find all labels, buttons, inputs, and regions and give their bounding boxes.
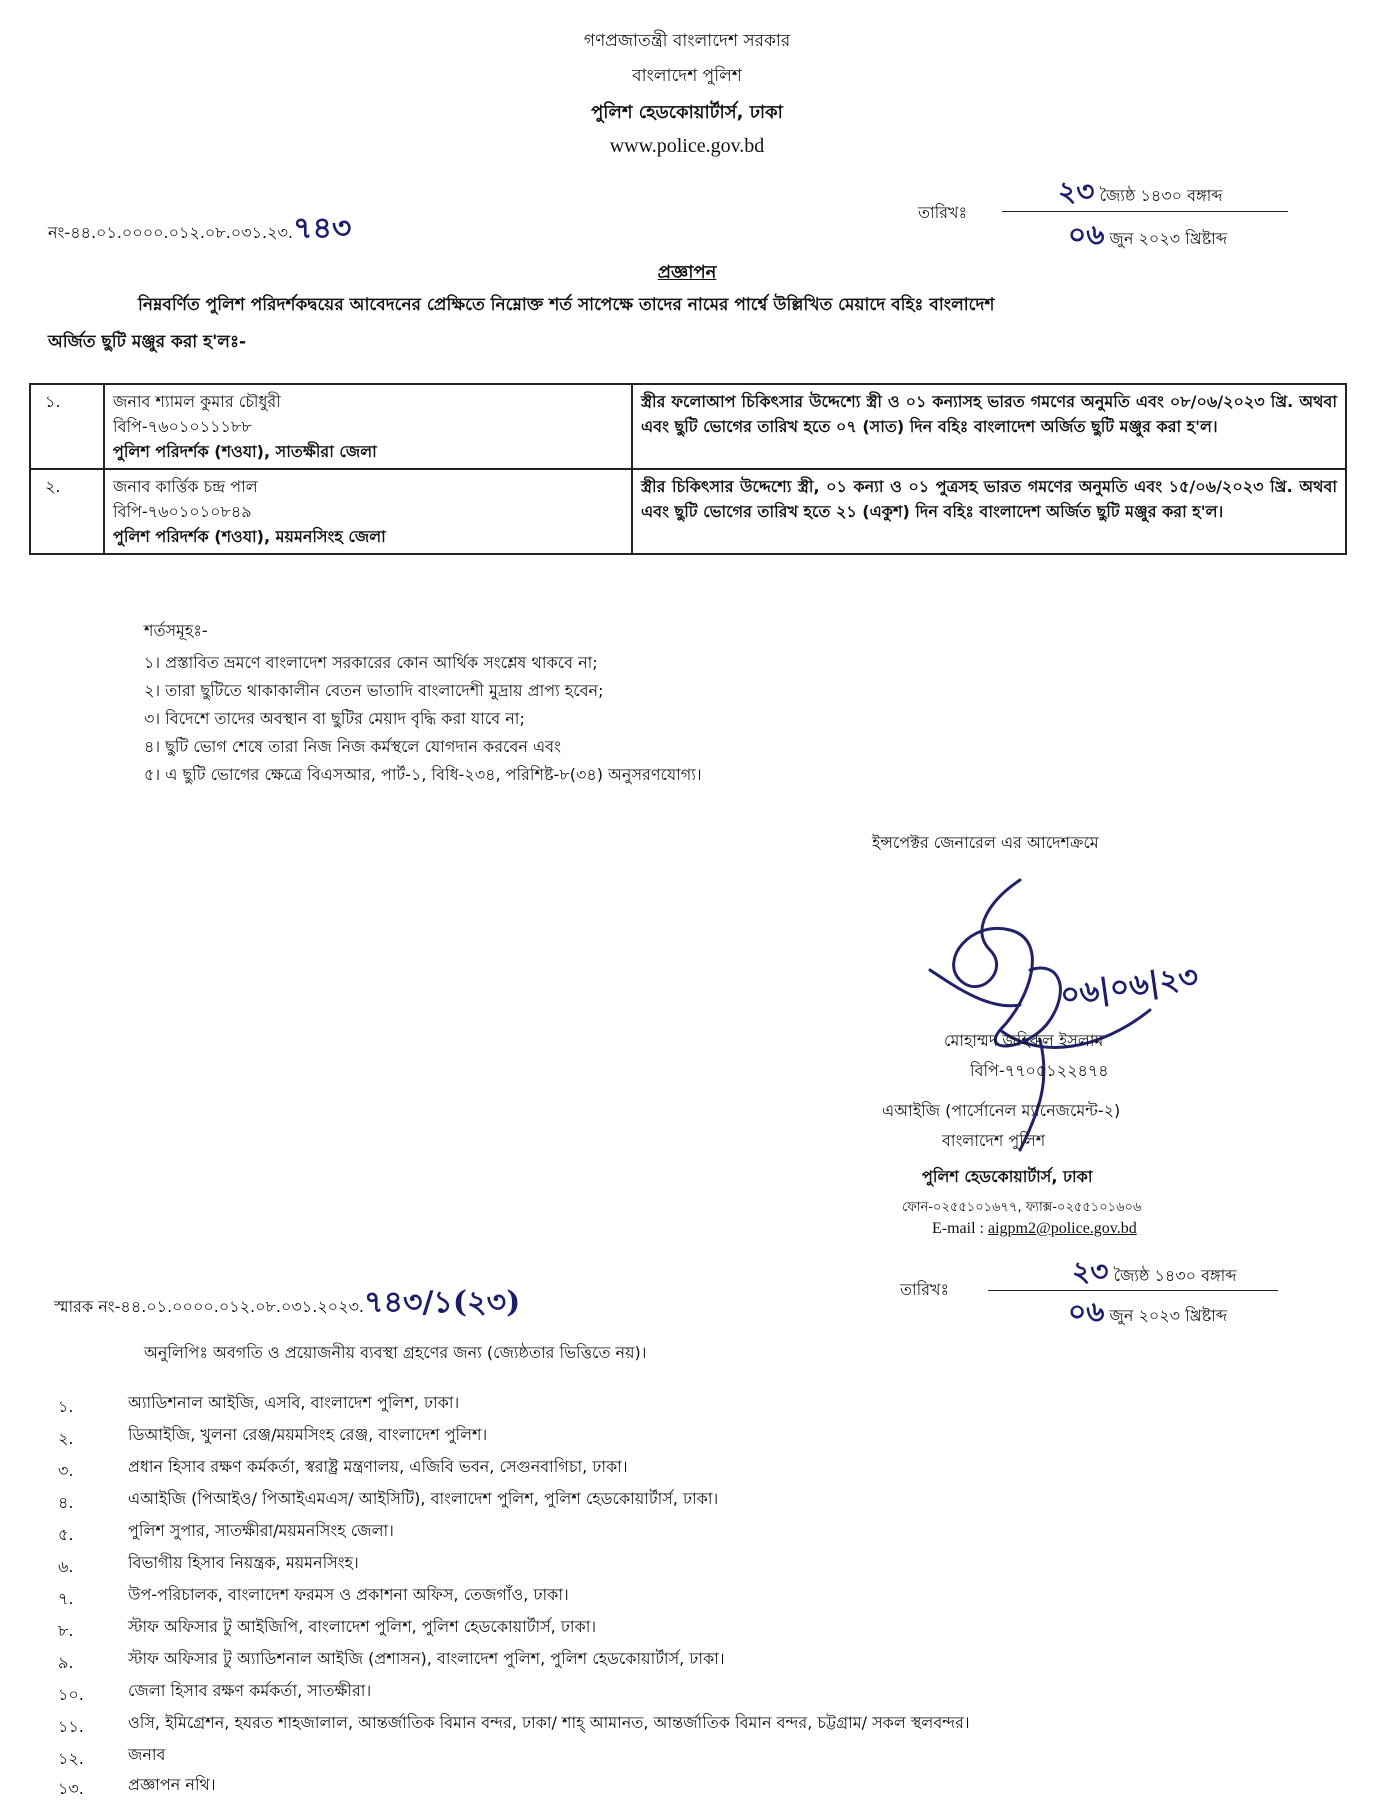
signature-date: ০৬|০৬|২৩ bbox=[1058, 959, 1201, 1014]
office-name: পুলিশ হেডকোয়ার্টার্স, ঢাকা bbox=[591, 102, 783, 123]
copy-number: ১২. bbox=[58, 1749, 84, 1768]
copy-recipient: স্টাফ অফিসার টু অ্যাডিশনাল আইজি (প্রশাসন), বাংলাদেশ পুলিশ, পুলিশ হেডকোয়ার্টার্স, ঢাকা। bbox=[128, 1649, 725, 1668]
date-english: ০৬ জুন ২০২৩ খ্রিষ্টাব্দ bbox=[1068, 218, 1228, 251]
copy-recipient: বিভাগীয় হিসাব নিয়ন্ত্রক, ময়মনসিংহ। bbox=[128, 1553, 359, 1572]
signer-office: পুলিশ হেডকোয়ার্টার্স, ঢাকা bbox=[922, 1167, 1093, 1186]
copy-recipient: জনাব bbox=[128, 1745, 166, 1764]
copy-recipient: উপ-পরিচালক, বাংলাদেশ ফরমস ও প্রকাশনা অফিস, তেজগাঁও, ঢাকা। bbox=[128, 1585, 569, 1604]
govt-name: গণপ্রজাতন্ত্রী বাংলাদেশ সরকার bbox=[583, 31, 791, 51]
copy-number: ২. bbox=[58, 1429, 74, 1448]
copy-number: ৯. bbox=[58, 1653, 74, 1672]
officer-cell bbox=[104, 469, 632, 554]
org-name: বাংলাদেশ পুলিশ bbox=[632, 66, 742, 86]
copy-recipient: স্টাফ অফিসার টু আইজিপি, বাংলাদেশ পুলিশ, পুলিশ হেডকোয়ার্টার্স, ঢাকা। bbox=[128, 1617, 597, 1636]
copy-number: ১. bbox=[58, 1397, 74, 1416]
officer-cell bbox=[104, 384, 632, 469]
condition-item: ২। তারা ছুটিতে থাকাকালীন বেতন ভাতাদি বাংলাদেশী মুদ্রায় প্রাপ্য হবেন; bbox=[144, 681, 604, 700]
handwritten-memo-number: ৭৪৩/১(২৩) bbox=[363, 1285, 521, 1320]
officers-table bbox=[29, 383, 1347, 555]
intro-line-2: অর্জিত ছুটি মঞ্জুর করা হ'লঃ- bbox=[48, 332, 247, 352]
table-row bbox=[30, 469, 1346, 554]
reference-number: নং-৪৪.০১.০০০০.০১২.০৮.০৩১.২৩.৭৪৩ bbox=[48, 211, 352, 246]
officer-name: জনাব শ্যামল কুমার চৌধুরী bbox=[113, 392, 281, 411]
officer-bp: বিপি-৭৬০১০১১১৮৮ bbox=[113, 417, 252, 436]
copy-recipient: অ্যাডিশনাল আইজি, এসবি, বাংলাদেশ পুলিশ, ঢাকা। bbox=[128, 1393, 460, 1412]
copy-recipient: ওসি, ইমিগ্রেশন, হযরত শাহজালাল, আন্তর্জাতিক বিমান বন্দর, ঢাকা/ শাহ্ আমানত, আন্তর্জাতিক বিমান বন্দর, চট্টগ্রাম/ সকল স্থলবন্দর। bbox=[128, 1713, 970, 1732]
copy-intro: অনুলিপিঃ অবগতি ও প্রয়োজনীয় ব্যবস্থা গ্রহণের জন্য (জ্যেষ্ঠতার ভিত্তিতে নয়)। bbox=[144, 1343, 647, 1362]
serial-cell: ২. bbox=[30, 469, 104, 554]
signer-name: মোহাম্মদ জহিরুল ইসলাম bbox=[944, 1031, 1104, 1050]
handwritten-ref-number: ৭৪৩ bbox=[292, 211, 352, 246]
date-divider bbox=[1002, 211, 1288, 212]
email-line: E-mail : aigpm2@police.gov.bd bbox=[932, 1220, 1137, 1237]
date-label: তারিখঃ bbox=[918, 203, 968, 222]
serial-cell: ১. bbox=[30, 384, 104, 469]
handwritten-day: ০৬ bbox=[1068, 218, 1105, 251]
signer-org: বাংলাদেশ পুলিশ bbox=[942, 1131, 1046, 1150]
copy-number: ১৩. bbox=[58, 1779, 84, 1798]
copy-number: ৪. bbox=[58, 1493, 74, 1512]
phone-fax: ফোন-০২৫৫১০১৬৭৭, ফ্যাক্স-০২৫৫১০১৬০৬ bbox=[902, 1200, 1142, 1215]
handwritten-day: ২৩ bbox=[1072, 1255, 1109, 1288]
condition-item: ৫। এ ছুটি ভোগের ক্ষেত্রে বিএসআর, পার্ট-১, বিধি-২৩৪, পরিশিষ্ট-৮(৩৪) অনুসরণযোগ্য। bbox=[144, 765, 702, 784]
copy-number: ৭. bbox=[58, 1589, 74, 1608]
handwritten-day: ০৬ bbox=[1068, 1295, 1105, 1328]
copy-number: ১১. bbox=[58, 1717, 84, 1736]
copy-recipient: জেলা হিসাব রক্ষণ কর্মকর্তা, সাতক্ষীরা। bbox=[128, 1681, 372, 1700]
condition-item: ৩। বিদেশে তাদের অবস্থান বা ছুটির মেয়াদ বৃদ্ধি করা যাবে না; bbox=[144, 709, 525, 728]
officer-post: পুলিশ পরিদর্শক (শওযা), ময়মনসিংহ জেলা bbox=[113, 527, 386, 546]
copy-number: ১০. bbox=[58, 1685, 84, 1704]
memo-date-label: তারিখঃ bbox=[900, 1280, 950, 1299]
officer-post: পুলিশ পরিদর্শক (শওযা), সাতক্ষীরা জেলা bbox=[113, 442, 377, 461]
condition-item: ৪। ছুটি ভোগ শেষে তারা নিজ নিজ কর্মস্থলে যোগদান করবেন এবং bbox=[144, 737, 561, 756]
website-link[interactable]: www.police.gov.bd bbox=[609, 135, 765, 157]
leave-details: স্ত্রীর চিকিৎসার উদ্দেশ্যে স্ত্রী, ০১ কন্যা ও ০১ পুত্রসহ ভারত গমণের অনুমতি এবং ১৫/০৬/২০২৩ খ্রি. অথবা এবং ছুটি ভোগের তারিখ হতে ২১ (একুশ) দিন বহিঃ বাংলাদেশ অর্জিত ছুটি মঞ্জুর করা হ'ল। bbox=[632, 469, 1346, 554]
leave-details: স্ত্রীর ফলোআপ চিকিৎসার উদ্দেশ্যে স্ত্রী ও ০১ কন্যাসহ ভারত গমণের অনুমতি এবং ০৮/০৬/২০২৩ খ্রি. অথবা এবং ছুটি ভোগের তারিখ হতে ০৭ (সাত) দিন বহিঃ বাংলাদেশ অর্জিত ছুটি মঞ্জুর করা হ'ল। bbox=[632, 384, 1346, 469]
officer-name: জনাব কার্ত্তিক চন্দ্র পাল bbox=[113, 477, 258, 496]
email-link[interactable]: aigpm2@police.gov.bd bbox=[987, 1220, 1137, 1237]
copy-recipient: পুলিশ সুপার, সাতক্ষীরা/ময়মনসিংহ জেলা। bbox=[128, 1521, 394, 1540]
condition-item: ১। প্রস্তাবিত ভ্রমণে বাংলাদেশ সরকারের কোন আর্থিক সংশ্লেষ থাকবে না; bbox=[144, 653, 598, 672]
conditions-title: শর্তসমূহঃ- bbox=[144, 621, 208, 640]
date-bengali: ২৩ জ্যৈষ্ঠ ১৪৩০ বঙ্গাব্দ bbox=[1058, 175, 1223, 208]
signer-bp: বিপি-৭৭০৫১২২৪৭৪ bbox=[970, 1061, 1109, 1080]
order-line: ইন্সপেক্টর জেনারেল এর আদেশক্রমে bbox=[872, 833, 1099, 852]
copy-recipient: ডিআইজি, খুলনা রেঞ্জ/ময়মসিংহ রেঞ্জ, বাংলাদেশ পুলিশ। bbox=[128, 1425, 488, 1444]
signer-designation: এআইজি (পার্সোনেল ম্যানেজমেন্ট-২) bbox=[882, 1101, 1121, 1120]
notification-title: প্রজ্ঞাপন bbox=[657, 262, 717, 283]
memo-date-bengali: ২৩ জ্যৈষ্ঠ ১৪৩০ বঙ্গাব্দ bbox=[1072, 1255, 1237, 1288]
copy-number: ৮. bbox=[58, 1621, 74, 1640]
memo-date-english: ০৬ জুন ২০২৩ খ্রিষ্টাব্দ bbox=[1068, 1295, 1228, 1328]
copy-recipient: এআইজি (পিআইও/ পিআইএমএস/ আইসিটি), বাংলাদেশ পুলিশ, পুলিশ হেডকোয়ার্টার্স, ঢাকা। bbox=[128, 1489, 719, 1508]
intro-line-1: নিম্নবর্ণিত পুলিশ পরিদর্শকদ্বয়ের আবেদনের প্রেক্ষিতে নিম্নোক্ত শর্ত সাপেক্ষে তাদের নামের পার্শ্বে উল্লিখিত মেয়াদে বহিঃ বাংলাদেশ bbox=[138, 295, 995, 315]
handwritten-day: ২৩ bbox=[1058, 175, 1095, 208]
copy-number: ৫. bbox=[58, 1525, 74, 1544]
copy-recipient: প্রধান হিসাব রক্ষণ কর্মকর্তা, স্বরাষ্ট্র মন্ত্রণালয়, এজিবি ভবন, সেগুনবাগিচা, ঢাকা। bbox=[128, 1457, 628, 1476]
memo-number: স্মারক নং-৪৪.০১.০০০০.০১২.০৮.০৩১.২০২৩.৭৪৩/১(২৩) bbox=[54, 1285, 521, 1320]
officer-bp: বিপি-৭৬০১০১০৮৪৯ bbox=[113, 502, 252, 521]
table-row bbox=[30, 384, 1346, 469]
copy-number: ৩. bbox=[58, 1461, 74, 1480]
copy-recipient: প্রজ্ঞাপন নথি। bbox=[128, 1775, 216, 1794]
copy-number: ৬. bbox=[58, 1557, 74, 1576]
